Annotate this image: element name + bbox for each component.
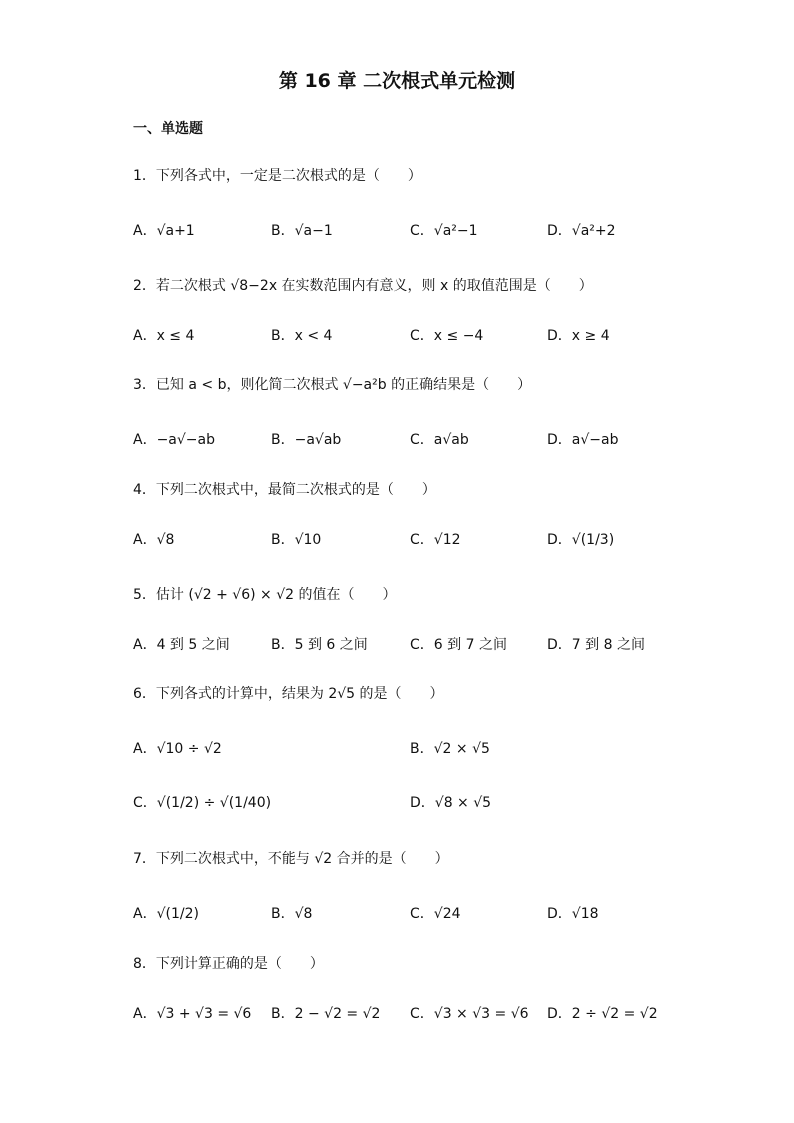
q8-option-d: D．2 ÷ √2 = √2	[547, 1006, 658, 1022]
question-2-stem: 2．若二次根式 √8−2x 在实数范围内有意义，则 x 的取值范围是（ ）	[133, 278, 593, 294]
q6-option-b: B．√2 × √5	[410, 741, 490, 757]
section-heading: 一、单选题	[133, 121, 203, 137]
q4-option-a: A．√8	[133, 532, 175, 548]
q1-option-a: A．√a+1	[133, 223, 195, 239]
q6-option-d: D．√8 × √5	[410, 795, 492, 811]
page-title: 第 16 章 二次根式单元检测	[278, 70, 516, 92]
q4-option-c: C．√12	[410, 532, 461, 548]
q7-option-b: B．√8	[271, 906, 313, 922]
q5-option-d: D．7 到 8 之间	[547, 637, 645, 653]
q2-option-a: A．x ≤ 4	[133, 328, 195, 344]
q8-option-c: C．√3 × √3 = √6	[410, 1006, 529, 1022]
question-5-stem: 5．估计 (√2 + √6) × √2 的值在（ ）	[133, 587, 397, 603]
q6-option-a: A．√10 ÷ √2	[133, 741, 222, 757]
q4-option-d: D．√(1/3)	[547, 532, 615, 548]
q5-option-b: B．5 到 6 之间	[271, 637, 368, 653]
q7-option-d: D．√18	[547, 906, 599, 922]
q1-option-c: C．√a²−1	[410, 223, 478, 239]
q2-option-d: D．x ≥ 4	[547, 328, 610, 344]
q4-option-b: B．√10	[271, 532, 322, 548]
q3-option-b: B．−a√ab	[271, 432, 342, 448]
q3-option-c: C．a√ab	[410, 432, 469, 448]
question-4-stem: 4．下列二次根式中，最简二次根式的是（ ）	[133, 482, 436, 498]
q1-option-d: D．√a²+2	[547, 223, 616, 239]
question-8-stem: 8．下列计算正确的是（ ）	[133, 956, 324, 972]
question-3-stem: 3．已知 a < b，则化简二次根式 √−a²b 的正确结果是（ ）	[133, 377, 532, 393]
q7-option-a: A．√(1/2)	[133, 906, 199, 922]
q6-option-c: C．√(1/2) ÷ √(1/40)	[133, 795, 272, 811]
q2-option-b: B．x < 4	[271, 328, 333, 344]
q5-option-a: A．4 到 5 之间	[133, 637, 230, 653]
q8-option-b: B．2 − √2 = √2	[271, 1006, 381, 1022]
q2-option-c: C．x ≤ −4	[410, 328, 484, 344]
q7-option-c: C．√24	[410, 906, 461, 922]
q3-option-d: D．a√−ab	[547, 432, 619, 448]
question-7-stem: 7．下列二次根式中，不能与 √2 合并的是（ ）	[133, 851, 449, 867]
q5-option-c: C．6 到 7 之间	[410, 637, 507, 653]
q3-option-a: A．−a√−ab	[133, 432, 216, 448]
q8-option-a: A．√3 + √3 = √6	[133, 1006, 252, 1022]
question-1-stem: 1．下列各式中，一定是二次根式的是（ ）	[133, 168, 422, 184]
question-6-stem: 6．下列各式的计算中，结果为 2√5 的是（ ）	[133, 686, 444, 702]
q1-option-b: B．√a−1	[271, 223, 333, 239]
